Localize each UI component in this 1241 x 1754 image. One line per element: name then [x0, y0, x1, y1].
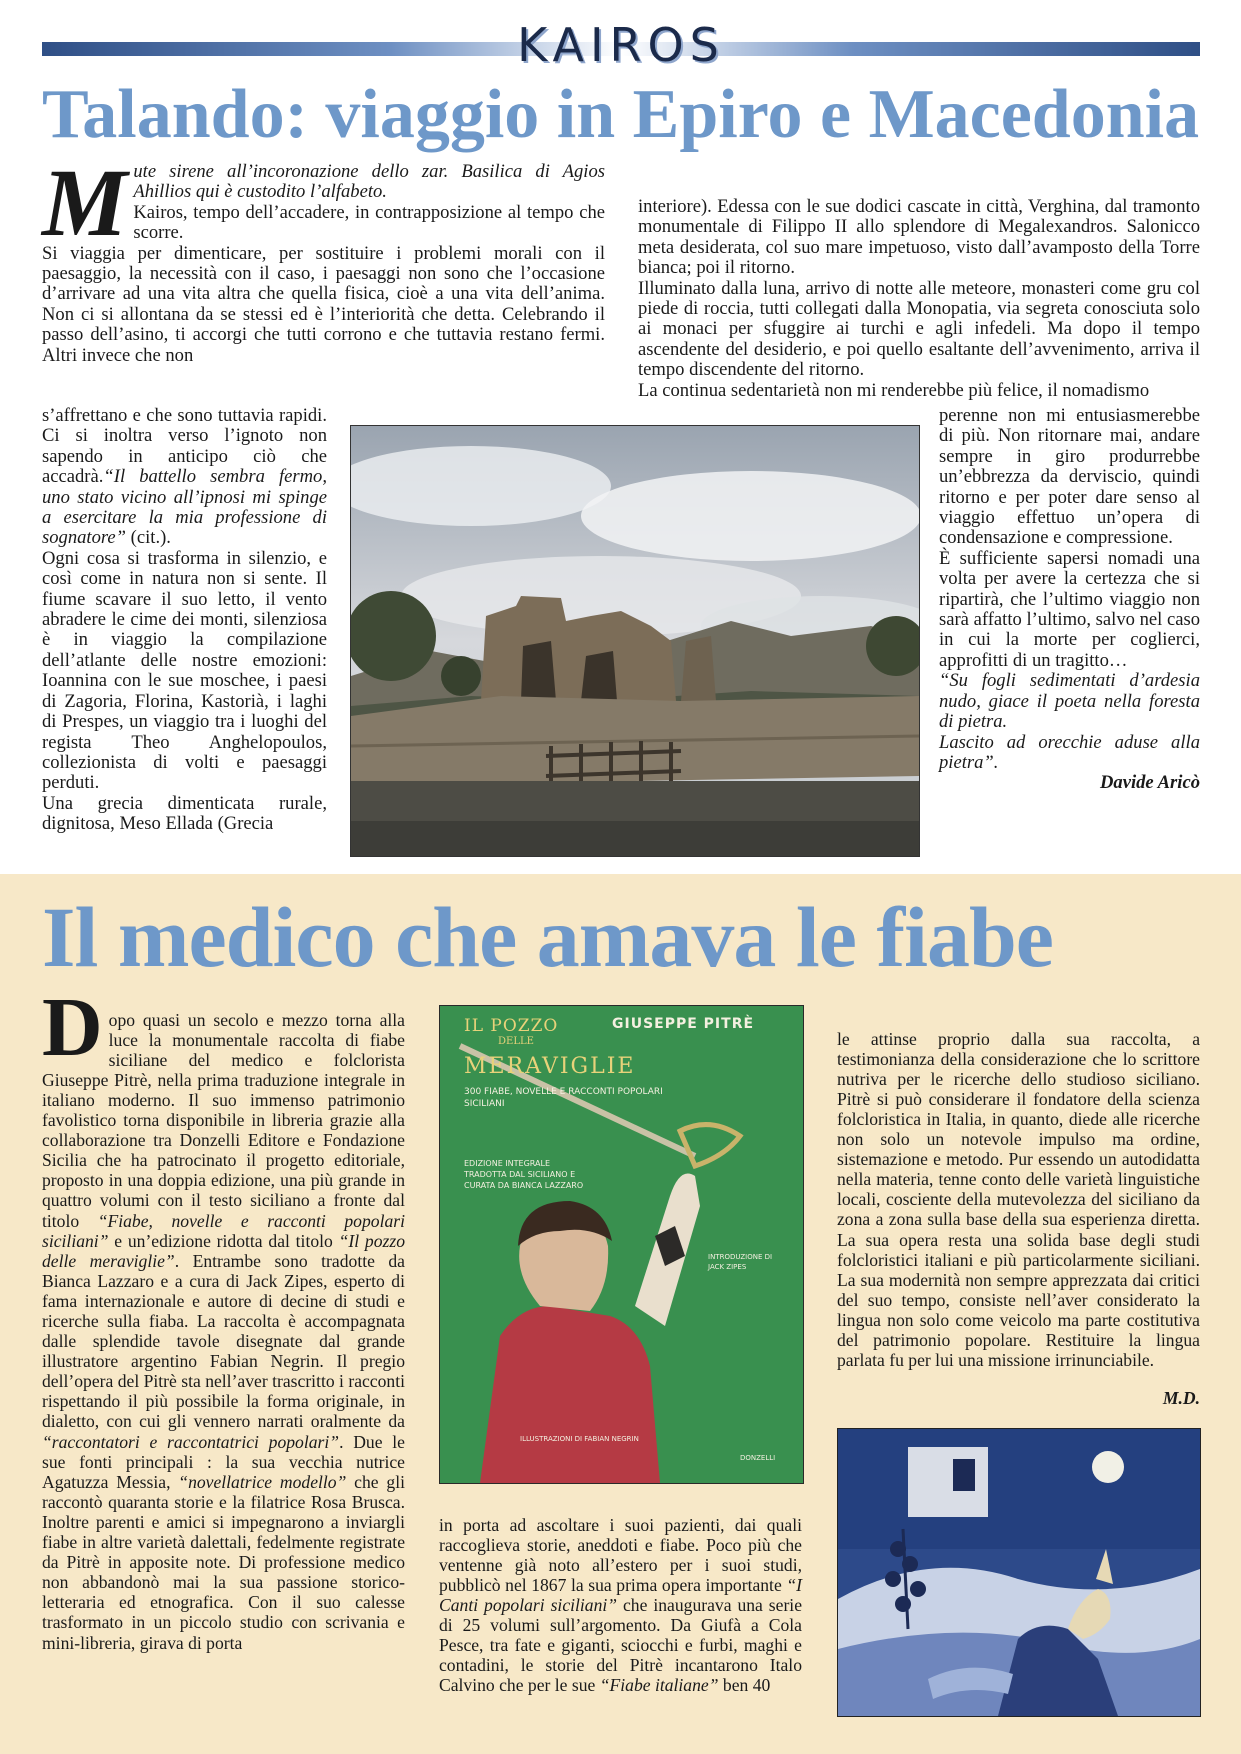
book-title: “Fiabe, novelle e racconti popolari siciliani” [42, 1210, 405, 1251]
article1-paragraph: Ogni cosa si trasforma in silenzio, e così come in natura non si sente. Il fiume scavare il suo letto, il vento abradere le cime dei monti, silenziosa è in viaggio la compilazione dell’atlante delle nostre emozioni: Ioannina con le sue moschee, i paesi di Zagoria, Florina, Kastorià, i laghi di Prespes, un viaggio tra i luoghi del regista Theo Anghelopoulos, collezionista di volti e paesaggi perduti. [42, 547, 327, 794]
quote: “novellatrice modello” [178, 1471, 347, 1492]
text-run: . Entrambe sono tradotte da Bianca Lazzaro e a cura di Jack Zipes, esperto di fama internazionale e autore di decine di studi e ricerche sulla fiaba. La raccolta è accompagnata dalle splendide tavole disegnate dal grande illustratore argentino Fabian Negrin. Il pregio dell’opera del Pitrè sta nell’aver trascritto i racconti rispettando il più possibile la forma originale, in dialetto, con cui gli vennero narrati oralmente da [42, 1250, 405, 1432]
quote: “raccontatori e raccontatrici popolari” [42, 1431, 340, 1452]
article1-paragraph: La continua sedentarietà non mi renderebbe più felice, il nomadismo [638, 379, 1150, 401]
citation: (cit.). [126, 527, 171, 549]
article1-column1-bottom [42, 406, 327, 835]
article2-signature: M.D. [1162, 1387, 1200, 1408]
article1-column2-bottom [939, 406, 1200, 794]
article1-paragraph [42, 406, 327, 549]
text-run: opo quasi un secolo e mezzo torna alla luce la monumentale raccolta di fiabe siciliane del medico e folclorista Giuseppe Pitrè, nella prima traduzione integrale in italiano moderno. Il suo immenso patrimonio favolistico torna disponibile in libreria grazie alla collaborazione tra Donzelli Editore e Fondazione Sicilia che ha patrocinato il progetto editoriale, proposto in una doppia edizione, una più grande in quattro volumi con il testo siciliano a fronte dal titolo [42, 1009, 405, 1231]
text-run: e un’edizione ridotta dal titolo [108, 1230, 339, 1251]
article1-paragraph: interiore). Edessa con le sue dodici cascate in città, Verghina, dal tramonto monumentale di Filippo II allo splendore di Megalexandros. Salonicco meta desiderata, col suo mare impetuoso, visto dall’avamposto della Torre bianca; poi il ritorno. [638, 196, 1200, 279]
article1-quote: “Il battello sembra fermo, uno stato vicino all’ipnosi mi spinge a esercitare la mia professione di sognatore” [42, 466, 327, 549]
article2-title: Il medico che amava le fiabe [42, 889, 1053, 985]
masthead-logo: KAIROS [517, 18, 725, 72]
book-title: “I Canti popolari siciliani” [439, 1574, 802, 1615]
cover-title-line1: IL POZZO [464, 1016, 559, 1036]
article1-column1-top [42, 149, 605, 366]
text-run: in porta ad ascoltare i suoi pazienti, dai quali raccoglieva storie, aneddoti e fiabe. Poco più che ventenne già noto all’estero per i suoi studi, pubblicò nel 1867 la sua prima opera importante [439, 1514, 802, 1595]
cover-author: GIUSEPPE PITRÈ [612, 1016, 755, 1032]
article1-column2-top [638, 197, 1200, 401]
text-run: s’affrettano e che sono tuttavia rapidi. Ci si inoltra verso l’ignoto non sapendo in anticipo ciò che accadrà. [42, 405, 327, 488]
article1-paragraph: Illuminato dalla luna, arrivo di notte alle meteore, monasteri come gru col piede di roccia, tutti collegati dalla Monopatia, via segreta conosciuta solo ai monaci per sfuggire ai turchi e agli infedeli. Ma dopo il tempo ascendente del desiderio, e poi quello esaltante dell’avvenimento, arriva il tempo discendente del ritorno. [638, 277, 1200, 381]
article1-paragraph: Kairos, tempo dell’accadere, in contrapposizione al tempo che scorre. [133, 201, 605, 244]
text-run: che gli raccontò quaranta storie e la filatrice Rosa Brusca. Inoltre parenti e amici si impegnarono a inviargli fiabe in altre varietà dalettali, fedelmente registrate da Pitrè in apposite note. Di professione medico non abbandonò mai la sua passione storico-letteraria ed etnografica. Con il suo calesse trasformato in un piccolo studio con scrivania e mini-libreria, girava di porta [42, 1471, 405, 1653]
fairy-tale-illustration-image [838, 1429, 1200, 1716]
article1-quote: “Su fogli sedimentati d’ardesia nudo, giace il poeta nella foresta di pietra. [939, 670, 1200, 733]
article2-paragraph [439, 1515, 802, 1696]
article2-column3 [837, 1011, 1200, 1425]
article2-column2 [439, 1497, 802, 1713]
article2-paragraph: le attinse proprio dalla sua raccolta, a testimonianza della considerazione che lo scrittore nutriva per le ricerche dello studioso siciliano. Pitrè si può considerare il fondatore della scienza folcloristica in Italia, in quanto, diede alle ricerche non solo un notevole impulso ma ordine, sistemazione e metodo. Pur essendo un autodidatta nella materia, tenne conto delle varietà linguistiche locali, cosciente della mutevolezza del siciliano da zona a zona sulla base della sua esperienza diretta. La sua opera resta una solida base degli studi folcloristici italiani e più particolarmente siciliani. La sua modernità non sempre apprezzata dai critici del suo tempo, consiste nell’aver considerato la lingua non solo come veicolo ma parte costitutiva del patrimonio popolare. Restituire la lingua parlata fu per lui una missione irrinunciabile. [837, 1028, 1200, 1371]
article1-paragraph: Si viaggia per dimenticare, per sostituire i problemi morali con il paesaggio, la necessità con il caso, i paesaggi non sono che l’occasione d’arrivare ad una vita altra che quella fisica, cioè a una vita dell’anima. Non ci si allontana da se stessi ed è l’interiorità che detta. Celebrando il passo dell’asino, ti accorgi che tutti corrono e che tuttavia restano fermi. Altri invece che non [42, 242, 605, 366]
cover-edition: EDIZIONE INTEGRALE TRADOTTA DAL SICILIANO E CURATA DA BIANCA LAZZARO [464, 1159, 584, 1190]
article1-epigraph: ute sirene all’incoronazione dello zar. Basilica di Agios Ahillios qui è custodito l’alfabeto. [133, 161, 605, 203]
drop-cap: D [42, 981, 103, 1074]
ruins-photo-image [351, 426, 919, 856]
article2-column1 [42, 981, 406, 1670]
book-title: “Il pozzo delle meraviglie” [42, 1230, 406, 1271]
article1-paragraph: Una grecia dimenticata rurale, dignitosa, Meso Ellada (Grecia [42, 792, 327, 835]
cover-illustrations: ILLUSTRAZIONI DI FABIAN NEGRIN [520, 1435, 639, 1443]
fairy-tale-illustration [837, 1428, 1201, 1717]
drop-cap: M [42, 149, 128, 256]
book-title: “Fiabe italiane” [599, 1675, 719, 1696]
ruins-photo [350, 425, 920, 857]
text-run: ben 40 [718, 1675, 771, 1696]
article1-paragraph: perenne non mi entusiasmerebbe di più. Non ritornare mai, andare sempre in giro produrrebbe un’ebbrezza da derviscio, quindi ritorno e per poter dare senso al viaggio effettuo un’opera di condensazione e compressione. [939, 405, 1200, 549]
article2-paragraph [42, 1010, 405, 1653]
article1-title: Talando: viaggio in Epiro e Macedonia [42, 76, 1200, 153]
cover-intro: INTRODUZIONE DI JACK ZIPES [708, 1253, 773, 1271]
cover-title-line2: DELLE [498, 1036, 534, 1047]
book-cover [439, 1005, 804, 1484]
article1-quote: Lascito ad orecchie aduse alla pietra”. [939, 731, 1200, 773]
article1-paragraph: È sufficiente sapersi nomadi una volta per avere la certezza che si ripartirà, che l’ultimo viaggio non sarà affatto l’ultimo, salvo nel caso in cui la morte per coglierci, approfitti di un tragitto… [939, 547, 1200, 671]
masthead [42, 18, 1200, 72]
text-run: . Due le sue fonti principali : la sua vecchia nutrice Agatuzza Messia, [42, 1431, 405, 1492]
article1-signature: Davide Aricò [1099, 772, 1200, 794]
cover-publisher: DONZELLI [740, 1454, 776, 1462]
cover-title-line3: MERAVIGLIE [464, 1054, 636, 1079]
cover-subtitle: 300 FIABE, NOVELLE E RACCONTI POPOLARI SICILIANI [464, 1087, 663, 1109]
text-run: che inaugurava una serie di 25 volumi sull’argomento. Da Giufà a Cola Pesce, tra fate e giganti, sciocchi e furbi, maghi e contadini, le storie del Pitrè incantarono Italo Calvino che per le sue [439, 1594, 802, 1696]
